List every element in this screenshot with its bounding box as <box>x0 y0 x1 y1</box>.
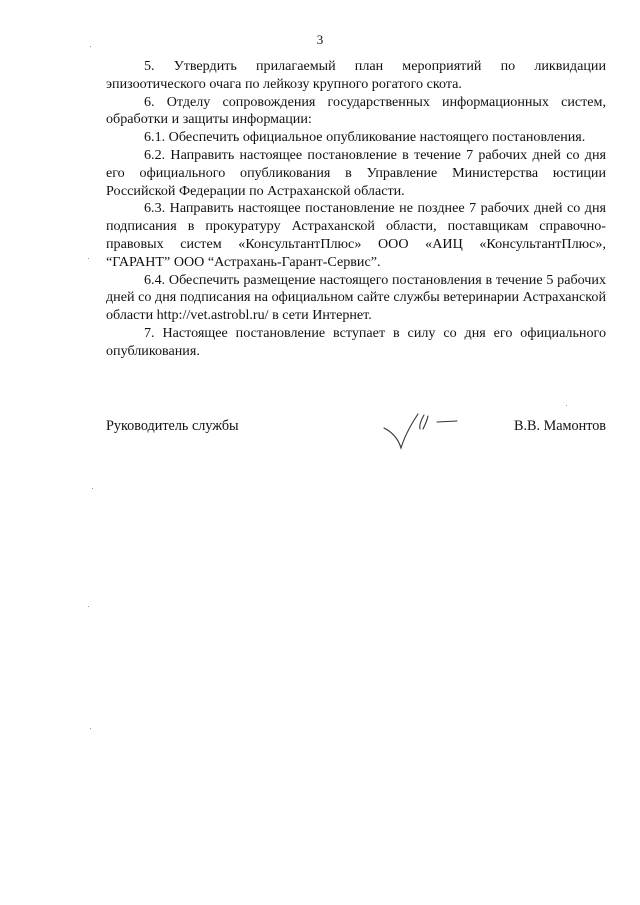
scan-speck <box>90 46 91 47</box>
signature-block <box>106 418 606 458</box>
paragraph-item-7: 7. Настоящее постановление вступает в силу со дня его официального опубликования. <box>106 324 606 359</box>
paragraph-item-6: 6. Отделу сопровождения государственных информационных систем, обработки и защиты информации: <box>106 93 606 128</box>
handwritten-signature <box>382 410 464 454</box>
scan-speck <box>566 405 567 406</box>
signer-name: В.В. Мамонтов <box>514 418 606 434</box>
scan-speck <box>88 258 89 259</box>
paragraph-item-6-3: 6.3. Направить настоящее постановление не позднее 7 рабочих дней со дня подписания в прокуратуру Астраханской области, поставщикам справочно-правовых систем «КонсультантПлюс» ООО «АИЦ «КонсультантПлюс», “ГАРАНТ” ООО “Астрахань-Гарант-Сервис”. <box>106 200 606 270</box>
signer-title: Руководитель службы <box>106 418 239 434</box>
page-number: 3 <box>316 32 324 47</box>
scan-speck <box>90 728 91 729</box>
scan-speck <box>92 488 93 489</box>
paragraph-item-6-4: 6.4. Обеспечить размещение настоящего постановления в течение 5 рабочих дней со дня подписания на официальном сайте службы ветеринарии Астраханской области http://vet.astrobl.ru/ в сети Интернет. <box>106 271 606 324</box>
scan-speck <box>88 606 89 607</box>
document-body <box>106 58 606 361</box>
paragraph-item-6-2: 6.2. Направить настоящее постановление в течение 7 рабочих дней со дня его официального опубликования в Управление Министерства юстиции Российской Федерации по Астраханской области. <box>106 146 606 199</box>
paragraph-item-5: 5. Утвердить прилагаемый план мероприятий по ликвидации эпизоотического очага по лейкозу крупного рогатого скота. <box>106 58 606 92</box>
paragraph-item-6-1: 6.1. Обеспечить официальное опубликование настоящего постановления. <box>144 129 586 146</box>
